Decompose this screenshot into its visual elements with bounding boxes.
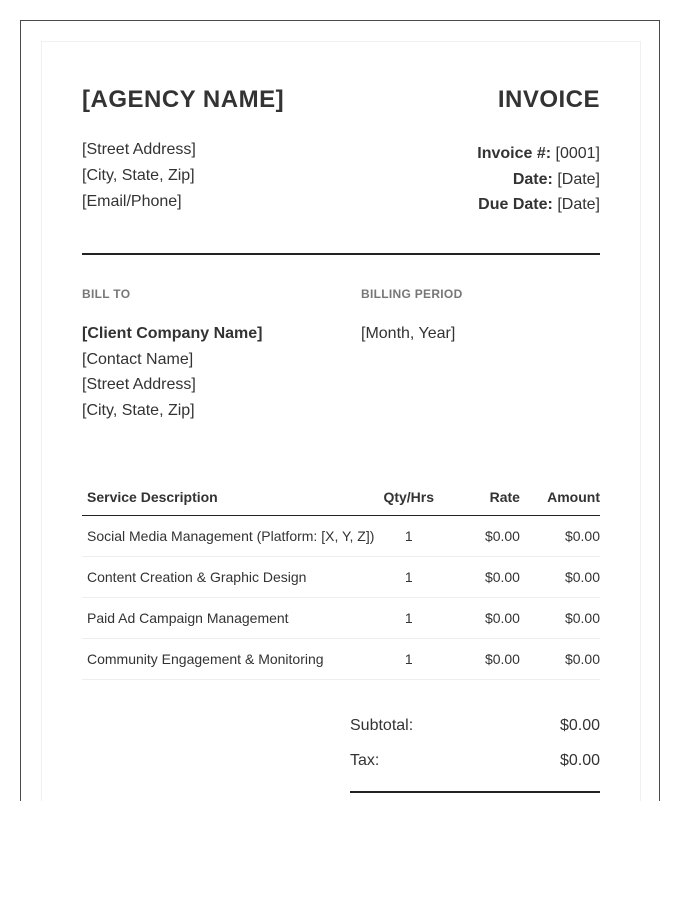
table-row — [82, 516, 600, 557]
row-qty: 1 — [374, 557, 443, 598]
row-rate: $0.00 — [443, 598, 520, 639]
row-description: Paid Ad Campaign Management — [82, 598, 374, 639]
row-amount: $0.00 — [520, 516, 600, 557]
invoice-number-label: Invoice #: — [477, 145, 552, 162]
totals-divider — [350, 791, 600, 793]
subtotal-row — [350, 717, 600, 739]
tax-label: Tax: — [350, 752, 380, 769]
row-description: Social Media Management (Platform: [X, Y, Z]) — [82, 516, 374, 557]
invoice-number-value: [0001] — [555, 145, 600, 162]
row-qty: 1 — [374, 516, 443, 557]
invoice-number-line — [477, 141, 600, 167]
agency-contact: [Email/Phone] — [82, 193, 182, 210]
invoice-meta-block — [477, 141, 600, 218]
table-header-row — [82, 478, 600, 516]
subtotal-value: $0.00 — [559, 717, 600, 734]
totals-block — [350, 717, 600, 797]
billing-period-label: BILLING PERIOD — [361, 287, 463, 301]
table-row — [82, 598, 600, 639]
agency-address-block — [82, 137, 196, 215]
row-rate: $0.00 — [443, 516, 520, 557]
invoice-date-label: Date: — [512, 170, 553, 188]
services-table — [82, 478, 600, 680]
due-date-value: [Date] — [557, 196, 600, 213]
agency-city: [City, State, Zip] — [82, 167, 195, 184]
bill-to-label: BILL TO — [82, 287, 131, 301]
tax-value: $0.00 — [559, 752, 600, 769]
client-company-name: [Client Company Name] — [82, 325, 263, 342]
row-amount: $0.00 — [520, 557, 600, 598]
row-qty: 1 — [374, 598, 443, 639]
due-date-label: Due Date: — [478, 196, 553, 213]
row-rate: $0.00 — [443, 639, 520, 680]
table-row — [82, 557, 600, 598]
header-rate: Rate — [443, 478, 520, 516]
row-description: Community Engagement & Monitoring — [82, 639, 374, 680]
client-city: [City, State, Zip] — [82, 401, 195, 419]
invoice-date-value: [Date] — [557, 170, 600, 188]
row-rate: $0.00 — [443, 557, 520, 598]
client-contact-name: [Contact Name] — [82, 350, 194, 368]
invoice-date-line — [477, 167, 600, 193]
header-qty: Qty/Hrs — [374, 478, 443, 516]
invoice-title: INVOICE — [497, 86, 600, 113]
agency-street: [Street Address] — [82, 141, 196, 158]
due-date-line — [477, 192, 600, 218]
header-divider — [82, 253, 600, 255]
row-amount: $0.00 — [520, 598, 600, 639]
row-description: Content Creation & Graphic Design — [82, 557, 374, 598]
tax-row — [350, 752, 600, 774]
client-street: [Street Address] — [82, 376, 196, 393]
table-row — [82, 639, 600, 680]
agency-name: [AGENCY NAME] — [82, 86, 285, 113]
billing-period-value: [Month, Year] — [361, 325, 456, 342]
header-amount: Amount — [520, 478, 600, 516]
row-amount: $0.00 — [520, 639, 600, 680]
bill-to-block — [82, 321, 262, 423]
subtotal-label: Subtotal: — [350, 717, 414, 734]
header-description: Service Description — [82, 478, 374, 516]
row-qty: 1 — [374, 639, 443, 680]
